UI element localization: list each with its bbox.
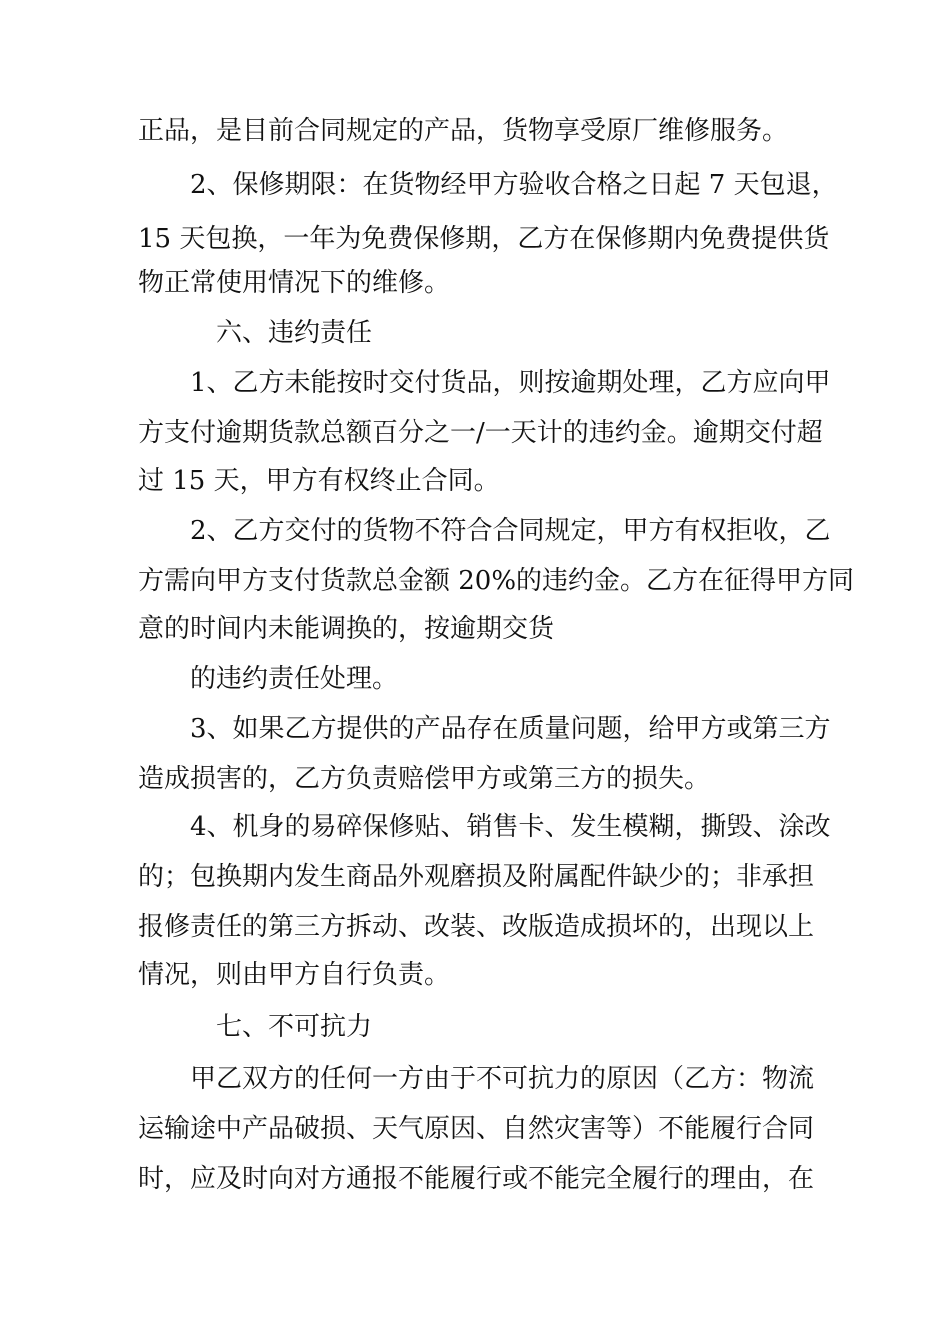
text-line: 3、如果乙方提供的产品存在质量问题，给甲方或第三方	[190, 714, 831, 744]
text-line: 15 天包换，一年为免费保修期，乙方在保修期内免费提供货	[138, 224, 830, 254]
text-line: 正品，是目前合同规定的产品，货物享受原厂维修服务。	[138, 116, 789, 146]
text-line: 的违约责任处理。	[190, 664, 399, 694]
text-line: 运输途中产品破损、天气原因、自然灾害等）不能履行合同	[138, 1114, 815, 1144]
text-line: 造成损害的，乙方负责赔偿甲方或第三方的损失。	[138, 764, 711, 794]
text-line: 物正常使用情况下的维修。	[138, 268, 451, 298]
text-line: 情况，则由甲方自行负责。	[138, 960, 451, 990]
text-line: 甲乙双方的任何一方由于不可抗力的原因（乙方：物流	[190, 1064, 815, 1094]
section-heading: 七、不可抗力	[216, 1012, 373, 1042]
text-line: 2、保修期限：在货物经甲方验收合格之日起 7 天包退，	[190, 170, 838, 200]
section-heading: 六、违约责任	[216, 318, 373, 348]
text-line: 报修责任的第三方拆动、改装、改版造成损坏的，出现以上	[138, 912, 815, 942]
text-line: 的；包换期内发生商品外观磨损及附属配件缺少的；非承担	[138, 862, 815, 892]
text-line: 过 15 天，甲方有权终止合同。	[138, 466, 500, 496]
text-line: 时，应及时向对方通报不能履行或不能完全履行的理由，在	[138, 1164, 815, 1194]
text-line: 1、乙方未能按时交付货品，则按逾期处理，乙方应向甲	[190, 368, 831, 398]
text-line: 意的时间内未能调换的，按逾期交货	[138, 614, 555, 644]
text-line: 方需向甲方支付货款总金额 20%的违约金。乙方在征得甲方同	[138, 566, 855, 596]
text-line: 2、乙方交付的货物不符合合同规定，甲方有权拒收，乙	[190, 516, 831, 546]
text-line: 方支付逾期货款总额百分之一/一天计的违约金。逾期交付超	[138, 418, 823, 448]
text-line: 4、机身的易碎保修贴、销售卡、发生模糊，撕毁、涂改	[190, 812, 831, 842]
